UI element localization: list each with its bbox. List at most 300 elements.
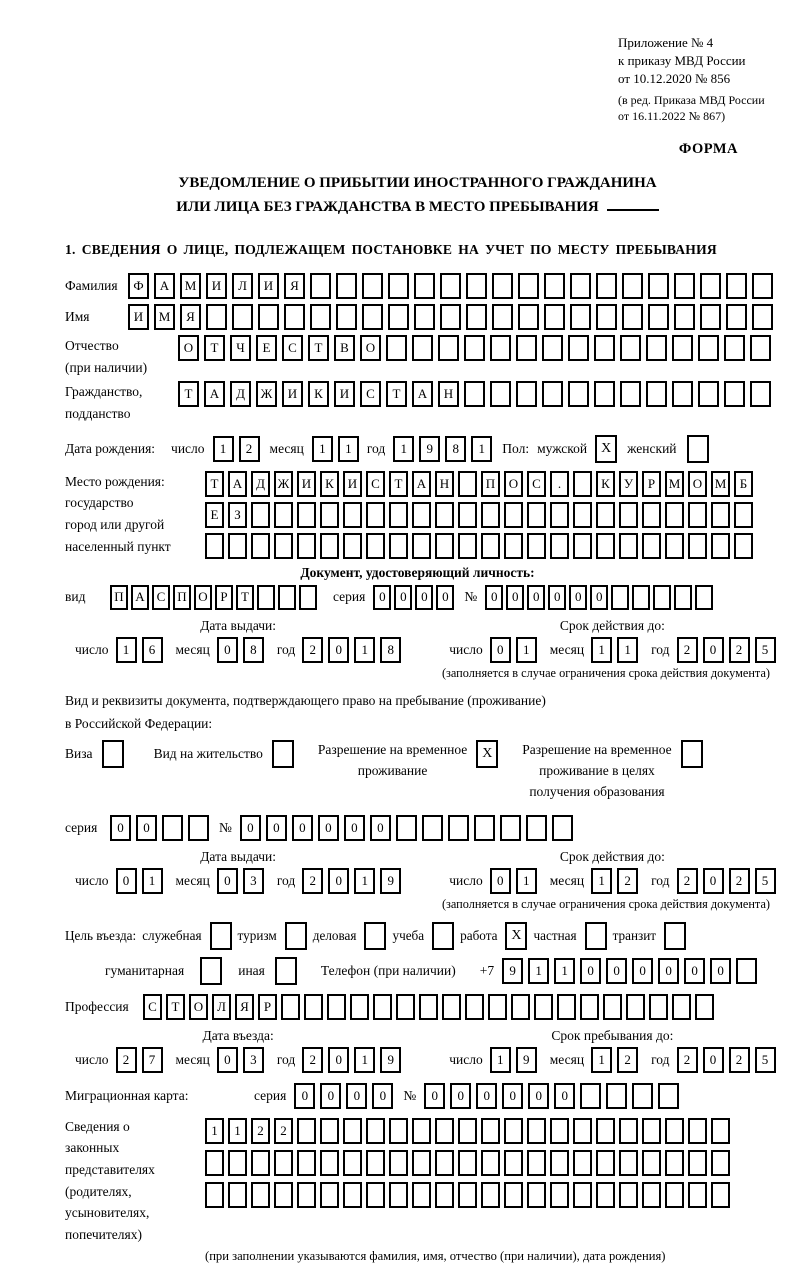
char-cell[interactable]: 0 xyxy=(436,585,454,610)
char-cell[interactable]: 1 xyxy=(490,1047,511,1073)
char-cell[interactable] xyxy=(504,502,523,528)
char-cell[interactable]: 0 xyxy=(703,868,724,894)
char-cell[interactable]: М xyxy=(154,304,175,330)
sex-male-checkbox[interactable]: X xyxy=(595,435,617,463)
char-cell[interactable]: К xyxy=(596,471,615,497)
char-cell[interactable]: М xyxy=(711,471,730,497)
char-cell[interactable]: 9 xyxy=(380,1047,401,1073)
char-cell[interactable] xyxy=(320,1118,339,1144)
edu-permit-checkbox[interactable] xyxy=(681,740,703,768)
char-cell[interactable]: Е xyxy=(205,502,224,528)
char-cell[interactable] xyxy=(516,381,537,407)
purpose-tourism-checkbox[interactable] xyxy=(285,922,307,950)
char-cell[interactable] xyxy=(580,1083,601,1109)
char-cell[interactable]: 0 xyxy=(116,868,137,894)
char-cell[interactable] xyxy=(622,273,643,299)
char-cell[interactable] xyxy=(606,1083,627,1109)
char-cell[interactable] xyxy=(442,994,461,1020)
char-cell[interactable]: 0 xyxy=(292,815,313,841)
char-cell[interactable] xyxy=(504,533,523,559)
char-cell[interactable]: И xyxy=(343,471,362,497)
char-cell[interactable] xyxy=(343,533,362,559)
char-cell[interactable] xyxy=(466,304,487,330)
char-cell[interactable]: 1 xyxy=(354,1047,375,1073)
char-cell[interactable] xyxy=(366,533,385,559)
char-cell[interactable]: 0 xyxy=(485,585,503,610)
char-cell[interactable]: 1 xyxy=(617,637,638,663)
char-cell[interactable] xyxy=(297,533,316,559)
char-cell[interactable] xyxy=(700,304,721,330)
char-cell[interactable] xyxy=(336,304,357,330)
char-cell[interactable] xyxy=(672,381,693,407)
char-cell[interactable] xyxy=(573,502,592,528)
char-cell[interactable]: 0 xyxy=(217,637,238,663)
purpose-study-checkbox[interactable] xyxy=(432,922,454,950)
char-cell[interactable] xyxy=(504,1118,523,1144)
char-cell[interactable]: С xyxy=(152,585,170,610)
char-cell[interactable]: 0 xyxy=(450,1083,471,1109)
char-cell[interactable] xyxy=(750,335,771,361)
char-cell[interactable]: 0 xyxy=(658,958,679,984)
purpose-commercial-checkbox[interactable] xyxy=(364,922,386,950)
char-cell[interactable] xyxy=(573,1118,592,1144)
char-cell[interactable]: С xyxy=(527,471,546,497)
char-cell[interactable] xyxy=(500,815,521,841)
char-cell[interactable]: Е xyxy=(256,335,277,361)
char-cell[interactable]: Б xyxy=(734,471,753,497)
char-cell[interactable]: 1 xyxy=(516,868,537,894)
char-cell[interactable]: 0 xyxy=(240,815,261,841)
char-cell[interactable]: 0 xyxy=(328,868,349,894)
char-cell[interactable] xyxy=(366,1182,385,1208)
char-cell[interactable] xyxy=(362,273,383,299)
char-cell[interactable]: 0 xyxy=(569,585,587,610)
char-cell[interactable] xyxy=(490,381,511,407)
char-cell[interactable]: К xyxy=(308,381,329,407)
char-cell[interactable]: У xyxy=(619,471,638,497)
char-cell[interactable] xyxy=(642,1118,661,1144)
char-cell[interactable]: 2 xyxy=(677,868,698,894)
char-cell[interactable] xyxy=(251,502,270,528)
char-cell[interactable] xyxy=(596,273,617,299)
char-cell[interactable] xyxy=(596,304,617,330)
char-cell[interactable]: О xyxy=(194,585,212,610)
char-cell[interactable] xyxy=(674,273,695,299)
char-cell[interactable] xyxy=(665,533,684,559)
char-cell[interactable] xyxy=(412,502,431,528)
char-cell[interactable] xyxy=(389,1118,408,1144)
char-cell[interactable] xyxy=(688,1182,707,1208)
char-cell[interactable] xyxy=(465,994,484,1020)
char-cell[interactable]: П xyxy=(481,471,500,497)
char-cell[interactable] xyxy=(297,1118,316,1144)
char-cell[interactable] xyxy=(320,533,339,559)
char-cell[interactable] xyxy=(458,471,477,497)
char-cell[interactable] xyxy=(448,815,469,841)
char-cell[interactable] xyxy=(672,994,691,1020)
char-cell[interactable]: Т xyxy=(204,335,225,361)
char-cell[interactable]: 1 xyxy=(354,637,375,663)
char-cell[interactable] xyxy=(440,273,461,299)
char-cell[interactable] xyxy=(492,304,513,330)
char-cell[interactable] xyxy=(544,273,565,299)
char-cell[interactable] xyxy=(458,533,477,559)
char-cell[interactable] xyxy=(205,1182,224,1208)
char-cell[interactable]: Р xyxy=(258,994,277,1020)
char-cell[interactable] xyxy=(310,304,331,330)
char-cell[interactable]: 0 xyxy=(590,585,608,610)
char-cell[interactable]: 0 xyxy=(527,585,545,610)
char-cell[interactable] xyxy=(695,994,714,1020)
char-cell[interactable] xyxy=(274,533,293,559)
char-cell[interactable]: 2 xyxy=(617,868,638,894)
char-cell[interactable]: 2 xyxy=(251,1118,270,1144)
char-cell[interactable] xyxy=(542,381,563,407)
char-cell[interactable] xyxy=(750,381,771,407)
char-cell[interactable]: Т xyxy=(205,471,224,497)
char-cell[interactable] xyxy=(251,533,270,559)
char-cell[interactable]: 9 xyxy=(419,436,440,462)
char-cell[interactable] xyxy=(320,502,339,528)
char-cell[interactable]: Д xyxy=(230,381,251,407)
char-cell[interactable]: 0 xyxy=(136,815,157,841)
char-cell[interactable]: О xyxy=(178,335,199,361)
char-cell[interactable]: . xyxy=(550,471,569,497)
char-cell[interactable] xyxy=(389,1182,408,1208)
char-cell[interactable]: Я xyxy=(180,304,201,330)
char-cell[interactable]: 2 xyxy=(116,1047,137,1073)
char-cell[interactable] xyxy=(206,304,227,330)
char-cell[interactable] xyxy=(464,381,485,407)
char-cell[interactable]: 0 xyxy=(554,1083,575,1109)
char-cell[interactable] xyxy=(422,815,443,841)
char-cell[interactable]: 2 xyxy=(677,637,698,663)
char-cell[interactable] xyxy=(724,335,745,361)
char-cell[interactable] xyxy=(711,1118,730,1144)
char-cell[interactable] xyxy=(620,335,641,361)
purpose-humanitarian-checkbox[interactable] xyxy=(200,957,222,985)
char-cell[interactable]: О xyxy=(360,335,381,361)
char-cell[interactable] xyxy=(570,304,591,330)
char-cell[interactable]: 0 xyxy=(548,585,566,610)
char-cell[interactable] xyxy=(386,335,407,361)
char-cell[interactable]: 0 xyxy=(394,585,412,610)
char-cell[interactable] xyxy=(736,958,757,984)
char-cell[interactable]: 1 xyxy=(116,637,137,663)
char-cell[interactable] xyxy=(481,502,500,528)
char-cell[interactable]: И xyxy=(334,381,355,407)
char-cell[interactable] xyxy=(481,1182,500,1208)
char-cell[interactable] xyxy=(642,533,661,559)
char-cell[interactable] xyxy=(466,273,487,299)
char-cell[interactable]: 0 xyxy=(490,637,511,663)
char-cell[interactable]: К xyxy=(320,471,339,497)
char-cell[interactable] xyxy=(544,304,565,330)
char-cell[interactable]: П xyxy=(173,585,191,610)
char-cell[interactable]: 0 xyxy=(320,1083,341,1109)
char-cell[interactable] xyxy=(481,1118,500,1144)
char-cell[interactable] xyxy=(366,502,385,528)
char-cell[interactable]: А xyxy=(204,381,225,407)
char-cell[interactable] xyxy=(711,533,730,559)
purpose-other-checkbox[interactable] xyxy=(275,957,297,985)
char-cell[interactable] xyxy=(350,994,369,1020)
char-cell[interactable] xyxy=(258,304,279,330)
char-cell[interactable] xyxy=(435,533,454,559)
char-cell[interactable] xyxy=(327,994,346,1020)
char-cell[interactable] xyxy=(570,273,591,299)
char-cell[interactable]: 0 xyxy=(370,815,391,841)
char-cell[interactable] xyxy=(414,273,435,299)
char-cell[interactable] xyxy=(419,994,438,1020)
char-cell[interactable] xyxy=(362,304,383,330)
char-cell[interactable]: 1 xyxy=(516,637,537,663)
char-cell[interactable]: 0 xyxy=(632,958,653,984)
char-cell[interactable] xyxy=(389,533,408,559)
char-cell[interactable]: 1 xyxy=(213,436,234,462)
char-cell[interactable] xyxy=(619,1182,638,1208)
char-cell[interactable] xyxy=(257,585,275,610)
char-cell[interactable] xyxy=(251,1182,270,1208)
char-cell[interactable] xyxy=(492,273,513,299)
char-cell[interactable] xyxy=(366,1118,385,1144)
char-cell[interactable] xyxy=(698,381,719,407)
visa-checkbox[interactable] xyxy=(102,740,124,768)
char-cell[interactable] xyxy=(412,335,433,361)
char-cell[interactable]: Л xyxy=(212,994,231,1020)
char-cell[interactable] xyxy=(700,273,721,299)
char-cell[interactable]: 1 xyxy=(312,436,333,462)
char-cell[interactable]: Т xyxy=(166,994,185,1020)
char-cell[interactable]: 0 xyxy=(528,1083,549,1109)
char-cell[interactable] xyxy=(653,585,671,610)
char-cell[interactable] xyxy=(396,994,415,1020)
purpose-work-checkbox[interactable]: X xyxy=(505,922,527,950)
char-cell[interactable]: 0 xyxy=(372,1083,393,1109)
char-cell[interactable]: 0 xyxy=(476,1083,497,1109)
char-cell[interactable] xyxy=(458,502,477,528)
char-cell[interactable] xyxy=(527,1182,546,1208)
char-cell[interactable]: 7 xyxy=(142,1047,163,1073)
char-cell[interactable] xyxy=(568,335,589,361)
char-cell[interactable]: О xyxy=(688,471,707,497)
char-cell[interactable] xyxy=(516,335,537,361)
char-cell[interactable]: 2 xyxy=(677,1047,698,1073)
residence-permit-checkbox[interactable] xyxy=(272,740,294,768)
char-cell[interactable] xyxy=(711,1182,730,1208)
char-cell[interactable] xyxy=(752,273,773,299)
char-cell[interactable]: 2 xyxy=(729,1047,750,1073)
char-cell[interactable] xyxy=(698,335,719,361)
char-cell[interactable]: 0 xyxy=(217,1047,238,1073)
char-cell[interactable]: 9 xyxy=(516,1047,537,1073)
char-cell[interactable]: 2 xyxy=(274,1118,293,1144)
char-cell[interactable]: 0 xyxy=(110,815,131,841)
char-cell[interactable]: Н xyxy=(435,471,454,497)
char-cell[interactable]: 1 xyxy=(228,1118,247,1144)
char-cell[interactable] xyxy=(481,533,500,559)
char-cell[interactable] xyxy=(297,502,316,528)
char-cell[interactable]: 5 xyxy=(755,637,776,663)
char-cell[interactable]: 1 xyxy=(471,436,492,462)
char-cell[interactable] xyxy=(695,585,713,610)
char-cell[interactable]: 2 xyxy=(302,868,323,894)
char-cell[interactable] xyxy=(550,1118,569,1144)
char-cell[interactable]: 1 xyxy=(528,958,549,984)
char-cell[interactable]: 0 xyxy=(294,1083,315,1109)
char-cell[interactable]: 0 xyxy=(606,958,627,984)
char-cell[interactable] xyxy=(603,994,622,1020)
char-cell[interactable]: Т xyxy=(308,335,329,361)
char-cell[interactable]: 5 xyxy=(755,868,776,894)
char-cell[interactable]: О xyxy=(189,994,208,1020)
char-cell[interactable] xyxy=(278,585,296,610)
char-cell[interactable]: 1 xyxy=(591,637,612,663)
char-cell[interactable]: Р xyxy=(215,585,233,610)
char-cell[interactable]: Ж xyxy=(274,471,293,497)
char-cell[interactable] xyxy=(646,335,667,361)
char-cell[interactable]: Ф xyxy=(128,273,149,299)
char-cell[interactable] xyxy=(343,1182,362,1208)
char-cell[interactable] xyxy=(688,502,707,528)
char-cell[interactable] xyxy=(550,1182,569,1208)
char-cell[interactable]: 2 xyxy=(729,868,750,894)
char-cell[interactable] xyxy=(474,815,495,841)
char-cell[interactable]: И xyxy=(258,273,279,299)
char-cell[interactable]: Н xyxy=(438,381,459,407)
char-cell[interactable] xyxy=(527,502,546,528)
char-cell[interactable] xyxy=(518,273,539,299)
char-cell[interactable] xyxy=(619,502,638,528)
char-cell[interactable] xyxy=(726,304,747,330)
char-cell[interactable] xyxy=(642,502,661,528)
char-cell[interactable]: 1 xyxy=(554,958,575,984)
char-cell[interactable] xyxy=(622,304,643,330)
char-cell[interactable] xyxy=(734,502,753,528)
char-cell[interactable] xyxy=(205,533,224,559)
char-cell[interactable] xyxy=(665,502,684,528)
char-cell[interactable]: С xyxy=(360,381,381,407)
char-cell[interactable]: 1 xyxy=(393,436,414,462)
char-cell[interactable] xyxy=(458,1118,477,1144)
char-cell[interactable] xyxy=(534,994,553,1020)
char-cell[interactable] xyxy=(310,273,331,299)
char-cell[interactable]: 1 xyxy=(205,1118,224,1144)
char-cell[interactable] xyxy=(388,273,409,299)
char-cell[interactable]: 9 xyxy=(380,868,401,894)
char-cell[interactable]: 8 xyxy=(445,436,466,462)
char-cell[interactable]: А xyxy=(412,471,431,497)
char-cell[interactable]: 1 xyxy=(142,868,163,894)
char-cell[interactable] xyxy=(724,381,745,407)
char-cell[interactable] xyxy=(542,335,563,361)
char-cell[interactable]: О xyxy=(504,471,523,497)
char-cell[interactable] xyxy=(648,304,669,330)
char-cell[interactable] xyxy=(594,335,615,361)
char-cell[interactable]: 8 xyxy=(380,637,401,663)
char-cell[interactable] xyxy=(550,502,569,528)
char-cell[interactable] xyxy=(550,533,569,559)
char-cell[interactable] xyxy=(573,1182,592,1208)
char-cell[interactable] xyxy=(412,1182,431,1208)
char-cell[interactable] xyxy=(232,304,253,330)
char-cell[interactable]: 2 xyxy=(729,637,750,663)
char-cell[interactable] xyxy=(632,1083,653,1109)
char-cell[interactable] xyxy=(320,1182,339,1208)
char-cell[interactable] xyxy=(336,273,357,299)
char-cell[interactable] xyxy=(596,1182,615,1208)
char-cell[interactable]: Р xyxy=(642,471,661,497)
char-cell[interactable]: 0 xyxy=(506,585,524,610)
char-cell[interactable] xyxy=(412,533,431,559)
char-cell[interactable]: И xyxy=(206,273,227,299)
char-cell[interactable] xyxy=(658,1083,679,1109)
char-cell[interactable]: 0 xyxy=(266,815,287,841)
char-cell[interactable] xyxy=(438,335,459,361)
char-cell[interactable] xyxy=(674,585,692,610)
char-cell[interactable] xyxy=(596,1118,615,1144)
char-cell[interactable] xyxy=(297,1182,316,1208)
char-cell[interactable] xyxy=(488,994,507,1020)
char-cell[interactable]: 0 xyxy=(344,815,365,841)
sex-female-checkbox[interactable] xyxy=(687,435,709,463)
char-cell[interactable] xyxy=(672,335,693,361)
char-cell[interactable]: М xyxy=(180,273,201,299)
char-cell[interactable] xyxy=(527,1118,546,1144)
char-cell[interactable] xyxy=(552,815,573,841)
char-cell[interactable] xyxy=(162,815,183,841)
purpose-transit-checkbox[interactable] xyxy=(664,922,686,950)
char-cell[interactable] xyxy=(435,1182,454,1208)
char-cell[interactable]: 2 xyxy=(617,1047,638,1073)
char-cell[interactable]: С xyxy=(366,471,385,497)
char-cell[interactable]: И xyxy=(128,304,149,330)
char-cell[interactable]: Т xyxy=(389,471,408,497)
char-cell[interactable] xyxy=(596,533,615,559)
char-cell[interactable]: 3 xyxy=(243,1047,264,1073)
char-cell[interactable]: 0 xyxy=(318,815,339,841)
char-cell[interactable]: Ж xyxy=(256,381,277,407)
char-cell[interactable]: Т xyxy=(386,381,407,407)
char-cell[interactable]: 1 xyxy=(354,868,375,894)
char-cell[interactable]: Л xyxy=(232,273,253,299)
char-cell[interactable]: Д xyxy=(251,471,270,497)
char-cell[interactable] xyxy=(504,1182,523,1208)
char-cell[interactable] xyxy=(304,994,323,1020)
char-cell[interactable] xyxy=(619,1118,638,1144)
char-cell[interactable] xyxy=(511,994,530,1020)
char-cell[interactable] xyxy=(526,815,547,841)
char-cell[interactable] xyxy=(299,585,317,610)
char-cell[interactable] xyxy=(596,502,615,528)
char-cell[interactable] xyxy=(274,1182,293,1208)
char-cell[interactable] xyxy=(435,502,454,528)
char-cell[interactable]: 0 xyxy=(710,958,731,984)
char-cell[interactable]: 8 xyxy=(243,637,264,663)
char-cell[interactable]: Я xyxy=(284,273,305,299)
char-cell[interactable]: А xyxy=(412,381,433,407)
char-cell[interactable]: П xyxy=(110,585,128,610)
char-cell[interactable]: А xyxy=(154,273,175,299)
char-cell[interactable] xyxy=(414,304,435,330)
char-cell[interactable]: В xyxy=(334,335,355,361)
char-cell[interactable] xyxy=(568,381,589,407)
char-cell[interactable] xyxy=(343,1118,362,1144)
char-cell[interactable] xyxy=(284,304,305,330)
char-cell[interactable]: 0 xyxy=(502,1083,523,1109)
char-cell[interactable] xyxy=(396,815,417,841)
char-cell[interactable]: 1 xyxy=(338,436,359,462)
